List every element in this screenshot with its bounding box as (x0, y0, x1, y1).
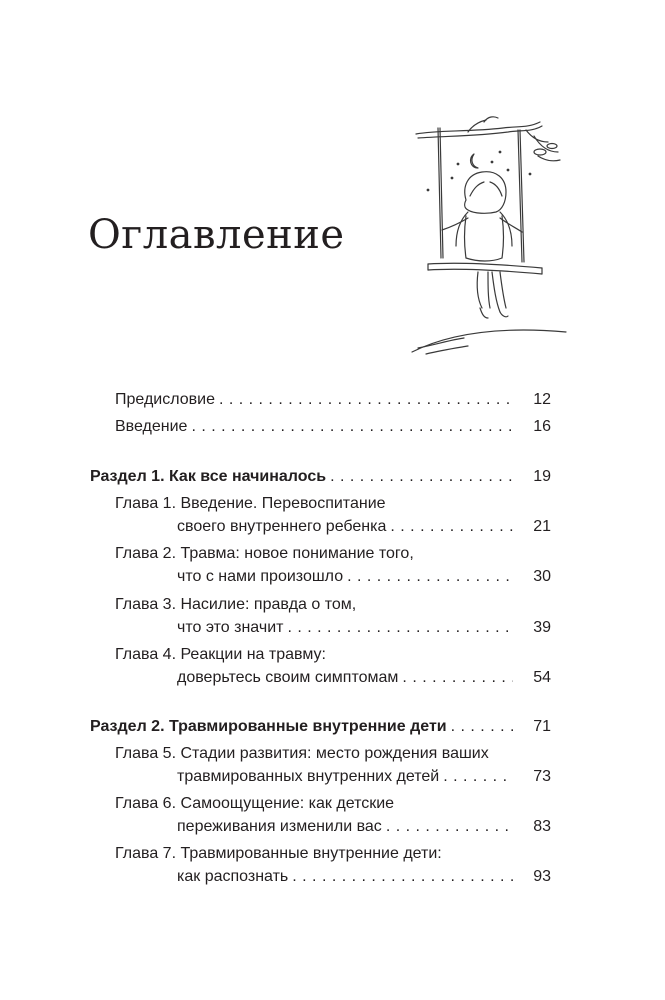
dot-leader (386, 815, 513, 839)
toc-chapter-2[interactable] (177, 565, 551, 589)
dot-leader (219, 388, 513, 412)
dot-leader (287, 616, 513, 640)
toc-entry-label: переживания изменили вас (177, 818, 382, 835)
toc-chapter-1-line1[interactable]: Глава 1. Введение. Перевоспитание (115, 495, 386, 512)
toc-page-number: 39 (533, 619, 551, 636)
toc-chapter-5[interactable] (177, 765, 551, 789)
toc-entry-intro[interactable] (115, 415, 551, 439)
toc-section-label: Раздел 1. Как все начиналось (90, 468, 327, 485)
dot-leader (191, 415, 513, 439)
toc-entry-label: своего внутреннего ребенка (177, 518, 387, 535)
toc-entry-label: травмированных внутренних детей (177, 768, 440, 785)
toc-page-number: 73 (533, 768, 551, 785)
toc-entry-label: Предисловие (115, 391, 215, 408)
dot-leader (347, 565, 513, 589)
toc-chapter-3-line1[interactable]: Глава 3. Насилие: правда о том, (115, 596, 357, 613)
toc-chapter-6-line1[interactable]: Глава 6. Самоощущение: как детские (115, 795, 395, 812)
toc-entry-preface[interactable] (115, 388, 551, 412)
toc-page-number: 19 (533, 468, 551, 485)
toc-entry-label: как распознать (177, 868, 289, 885)
toc-section-label: Раздел 2. Травмированные внутренние дети (90, 718, 447, 735)
toc-entry-label: Введение (115, 418, 188, 435)
toc-page-number: 71 (533, 718, 551, 735)
toc-page-number: 21 (533, 518, 551, 535)
toc-section-1[interactable] (90, 465, 551, 489)
toc-chapter-3[interactable] (177, 616, 551, 640)
toc-page-number: 54 (533, 669, 551, 686)
toc-chapter-4[interactable] (177, 666, 551, 690)
toc-chapter-6[interactable] (177, 815, 551, 839)
dot-leader (390, 515, 513, 539)
dot-leader (443, 765, 513, 789)
toc-entry-label: что с нами произошло (177, 568, 344, 585)
toc-section-2[interactable] (90, 715, 551, 739)
toc-chapter-4-line1[interactable]: Глава 4. Реакции на травму: (115, 646, 326, 663)
toc-chapter-7[interactable] (177, 865, 551, 889)
page-title: Оглавление (88, 212, 345, 258)
toc-chapter-2-line1[interactable]: Глава 2. Травма: новое понимание того, (115, 545, 414, 562)
toc-page-number: 16 (533, 418, 551, 435)
dot-leader (451, 715, 513, 739)
toc-page-number: 83 (533, 818, 551, 835)
toc-entry-label: что это значит (177, 619, 284, 636)
toc-page-number: 93 (533, 868, 551, 885)
toc-entry-label: доверьтесь своим симптомам (177, 669, 399, 686)
toc-page-number: 12 (533, 391, 551, 408)
dot-leader (330, 465, 513, 489)
toc-chapter-1[interactable] (177, 515, 551, 539)
dot-leader (402, 666, 513, 690)
toc-chapter-5-line1[interactable]: Глава 5. Стадии развития: место рождения ваших (115, 745, 489, 762)
dot-leader (292, 865, 513, 889)
toc-page-number: 30 (533, 568, 551, 585)
toc-chapter-7-line1[interactable]: Глава 7. Травмированные внутренние дети: (115, 845, 442, 862)
